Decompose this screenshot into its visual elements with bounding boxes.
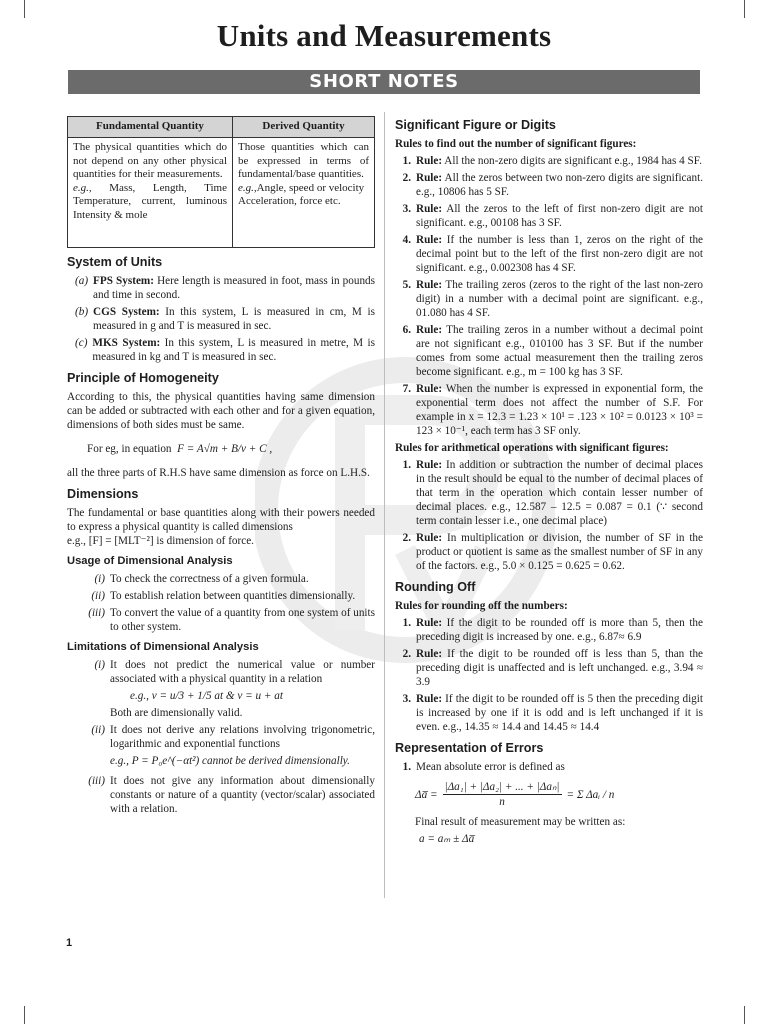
section-heading: System of Units — [67, 255, 163, 269]
section-heading: Dimensions — [67, 487, 139, 501]
crop-mark — [744, 1006, 745, 1024]
page-title: Units and Measurements — [216, 18, 552, 53]
mean-error-formula: Δa̅ = |Δa₁| + |Δa₂| + ... + |Δaₙ| n = Σ Δaᵢ / n — [415, 781, 615, 808]
section-heading: Significant Figure or Digits — [395, 118, 556, 132]
list-item: (a) FPS System: Here length is measured in foot, mass in pounds and time in second. — [75, 275, 375, 301]
crop-mark — [24, 1006, 25, 1024]
list-item: 1. Rule: If the digit to be rounded off is more than 5, then the preceding digit is increased by one. e.g., 6.87≈ 6.9 — [402, 617, 703, 643]
system-units-list — [67, 274, 375, 364]
list-item: 2. Rule: In multiplication or division, the number of SF in the product or quotient is same as the smallest number of SF in any of the factors. e.g., 5.0 × 0.125 = 0.625 = 0.62. — [402, 532, 703, 572]
banner-label: SHORT NOTES — [309, 71, 459, 92]
fundamental-examples: e.g., Mass, Length, Time Temperature, current, luminous Intensity & mole — [73, 181, 227, 221]
quantity-table — [67, 116, 375, 248]
list-item: 1. Rule: All the non-zero digits are significant e.g., 1984 has 4 SF. — [402, 155, 702, 167]
derived-description: Those quantities which can be expressed in terms of fundamental/base quantities. — [238, 141, 369, 181]
list-item: 4. Rule: If the number is less than 1, zeros on the right of the decimal point but to the left of the first non-zero digit are not significant. e.g., 0.002308 has 4 SF. — [402, 234, 703, 274]
list-item: 1. Rule: In addition or subtraction the number of decimal places in the result should be equal to the number of decimal places of that term in the operation which contain lesser number of decimal places. e.g., 12.587 – 12.5 = 0.087 = 0.1 (∵ second term contain lesser i.e., one decimal place) — [402, 459, 703, 527]
limit-equation: e.g., v = u/3 + 1/5 at & v = u + at — [130, 690, 283, 702]
table-header: Fundamental Quantity — [68, 117, 233, 138]
table-header: Derived Quantity — [233, 117, 375, 138]
homogeneity-equation: For eg, in equation F = A√m + B/v + C , — [87, 443, 273, 455]
section-banner — [68, 70, 700, 94]
list-item: 3. Rule: If the digit to be rounded off is 5 then the preceding digit is increased by one if it is odd and is left unchanged if it is even. e.g., 14.35 ≈ 14.4 and 14.45 ≈ 14.4 — [402, 693, 703, 733]
list-item: (c) MKS System: In this system, L is measured in metre, M is measured in kg and T is measured in sec. — [75, 337, 376, 363]
dimensions-text: The fundamental or base quantities along with their powers needed to express a physical quantity is called dimensions — [67, 507, 375, 533]
final-result-text: Final result of measurement may be written as: — [415, 816, 626, 828]
list-item: (iii) To convert the value of a quantity from one system of units to other system. — [88, 607, 375, 633]
section-heading: Rounding Off — [395, 580, 476, 594]
rules-heading: Rules for rounding off the numbers: — [395, 600, 568, 612]
homogeneity-text: According to this, the physical quantities having same dimension can be added or subtracted with each other and for a given equation, dimensions of both sides must be same. — [67, 391, 375, 431]
limit-note: Both are dimensionally valid. — [110, 707, 243, 719]
list-item: (i) It does not predict the numerical value or number associated with a physical quantity in a relation e.g., v = u/3 + 1/5 at & v = u + at Both are dimensionally valid. — [94, 659, 375, 719]
fundamental-description: The physical quantities which do not depend on any other physical quantities for their measurements. — [73, 141, 227, 181]
subsection-heading: Usage of Dimensional Analysis — [67, 555, 233, 567]
page-number: 1 — [66, 937, 73, 949]
rules-heading: Rules for arithmetical operations with significant figures: — [395, 442, 669, 454]
list-item: 5. Rule: The trailing zeros (zeros to the right of the last non-zero digit) in a number with a decimal point are significant. e.g., 01.080 has 4 SF. — [402, 279, 703, 319]
crop-mark — [744, 0, 745, 18]
derived-cell — [233, 138, 375, 248]
section-heading: Principle of Homogeneity — [67, 371, 219, 385]
left-column — [67, 116, 375, 819]
rules-heading: Rules to find out the number of significant figures: — [395, 138, 637, 150]
homogeneity-conclusion: all the three parts of R.H.S have same dimension as force on L.H.S. — [67, 467, 370, 479]
list-item: (b) CGS System: In this system, L is measured in cm, M is measured in g and T is measured in sec. — [75, 306, 375, 332]
dimensions-example: e.g., [F] = [MLT⁻²] is dimension of force. — [67, 535, 254, 547]
list-item: 3. Rule: All the zeros to the left of first non-zero digit are not significant. e.g., 00108 has 3 SF. — [402, 203, 703, 229]
section-heading: Representation of Errors — [395, 741, 544, 755]
subsection-heading: Limitations of Dimensional Analysis — [67, 641, 259, 653]
final-result-equation: a = aₘ ± Δa̅ — [419, 833, 475, 845]
crop-mark — [24, 0, 25, 18]
fundamental-cell — [68, 138, 233, 248]
limit-equation: e.g., P = P₀e^(−αt²) cannot be derived dimensionally. — [110, 755, 350, 767]
list-item: 7. Rule: When the number is expressed in exponential form, the exponential term does not affect the number of S.F. For example in x = 12.3 = 1.23 × 10¹ = .123 × 10² = 0.0123 × 10³ = 123 × 10⁻¹, each term has 3 SF only. — [402, 383, 703, 437]
list-item: (ii) To establish relation between quantities dimensionally. — [91, 590, 356, 602]
derived-examples: e.g.,Angle, speed or velocity Acceleration, force etc. — [238, 181, 365, 208]
list-item: 1. Mean absolute error is defined as — [402, 761, 565, 773]
column-divider — [384, 112, 385, 898]
right-column — [395, 116, 703, 849]
list-item: (ii) It does not derive any relations involving trigonometric, logarithmic and exponential functions e.g., P = P₀e^(−αt²) cannot be derived dimensionally. — [91, 724, 375, 767]
list-item: (i) To check the correctness of a given formula. — [94, 573, 309, 585]
list-item: 2. Rule: All the zeros between two non-zero digits are significant. e.g., 10806 has 5 SF. — [402, 172, 703, 198]
list-item: 2. Rule: If the digit to be rounded off is less than 5, than the preceding digit is unaffected and is left unchanged. e.g., 3.94 ≈ 3.9 — [402, 648, 703, 688]
list-item: (iii) It does not give any information about dimensionally constants or nature of a quantity (vector/scalar) associated with a relation. — [88, 775, 375, 815]
list-item: 6. Rule: The trailing zeros in a number without a decimal point are not significant e.g., 010100 has 3 SF. But if the number comes from some actual measurement then the trailing zeros become significant. e.g., m = 100 kg has 3 SF. — [402, 324, 703, 378]
